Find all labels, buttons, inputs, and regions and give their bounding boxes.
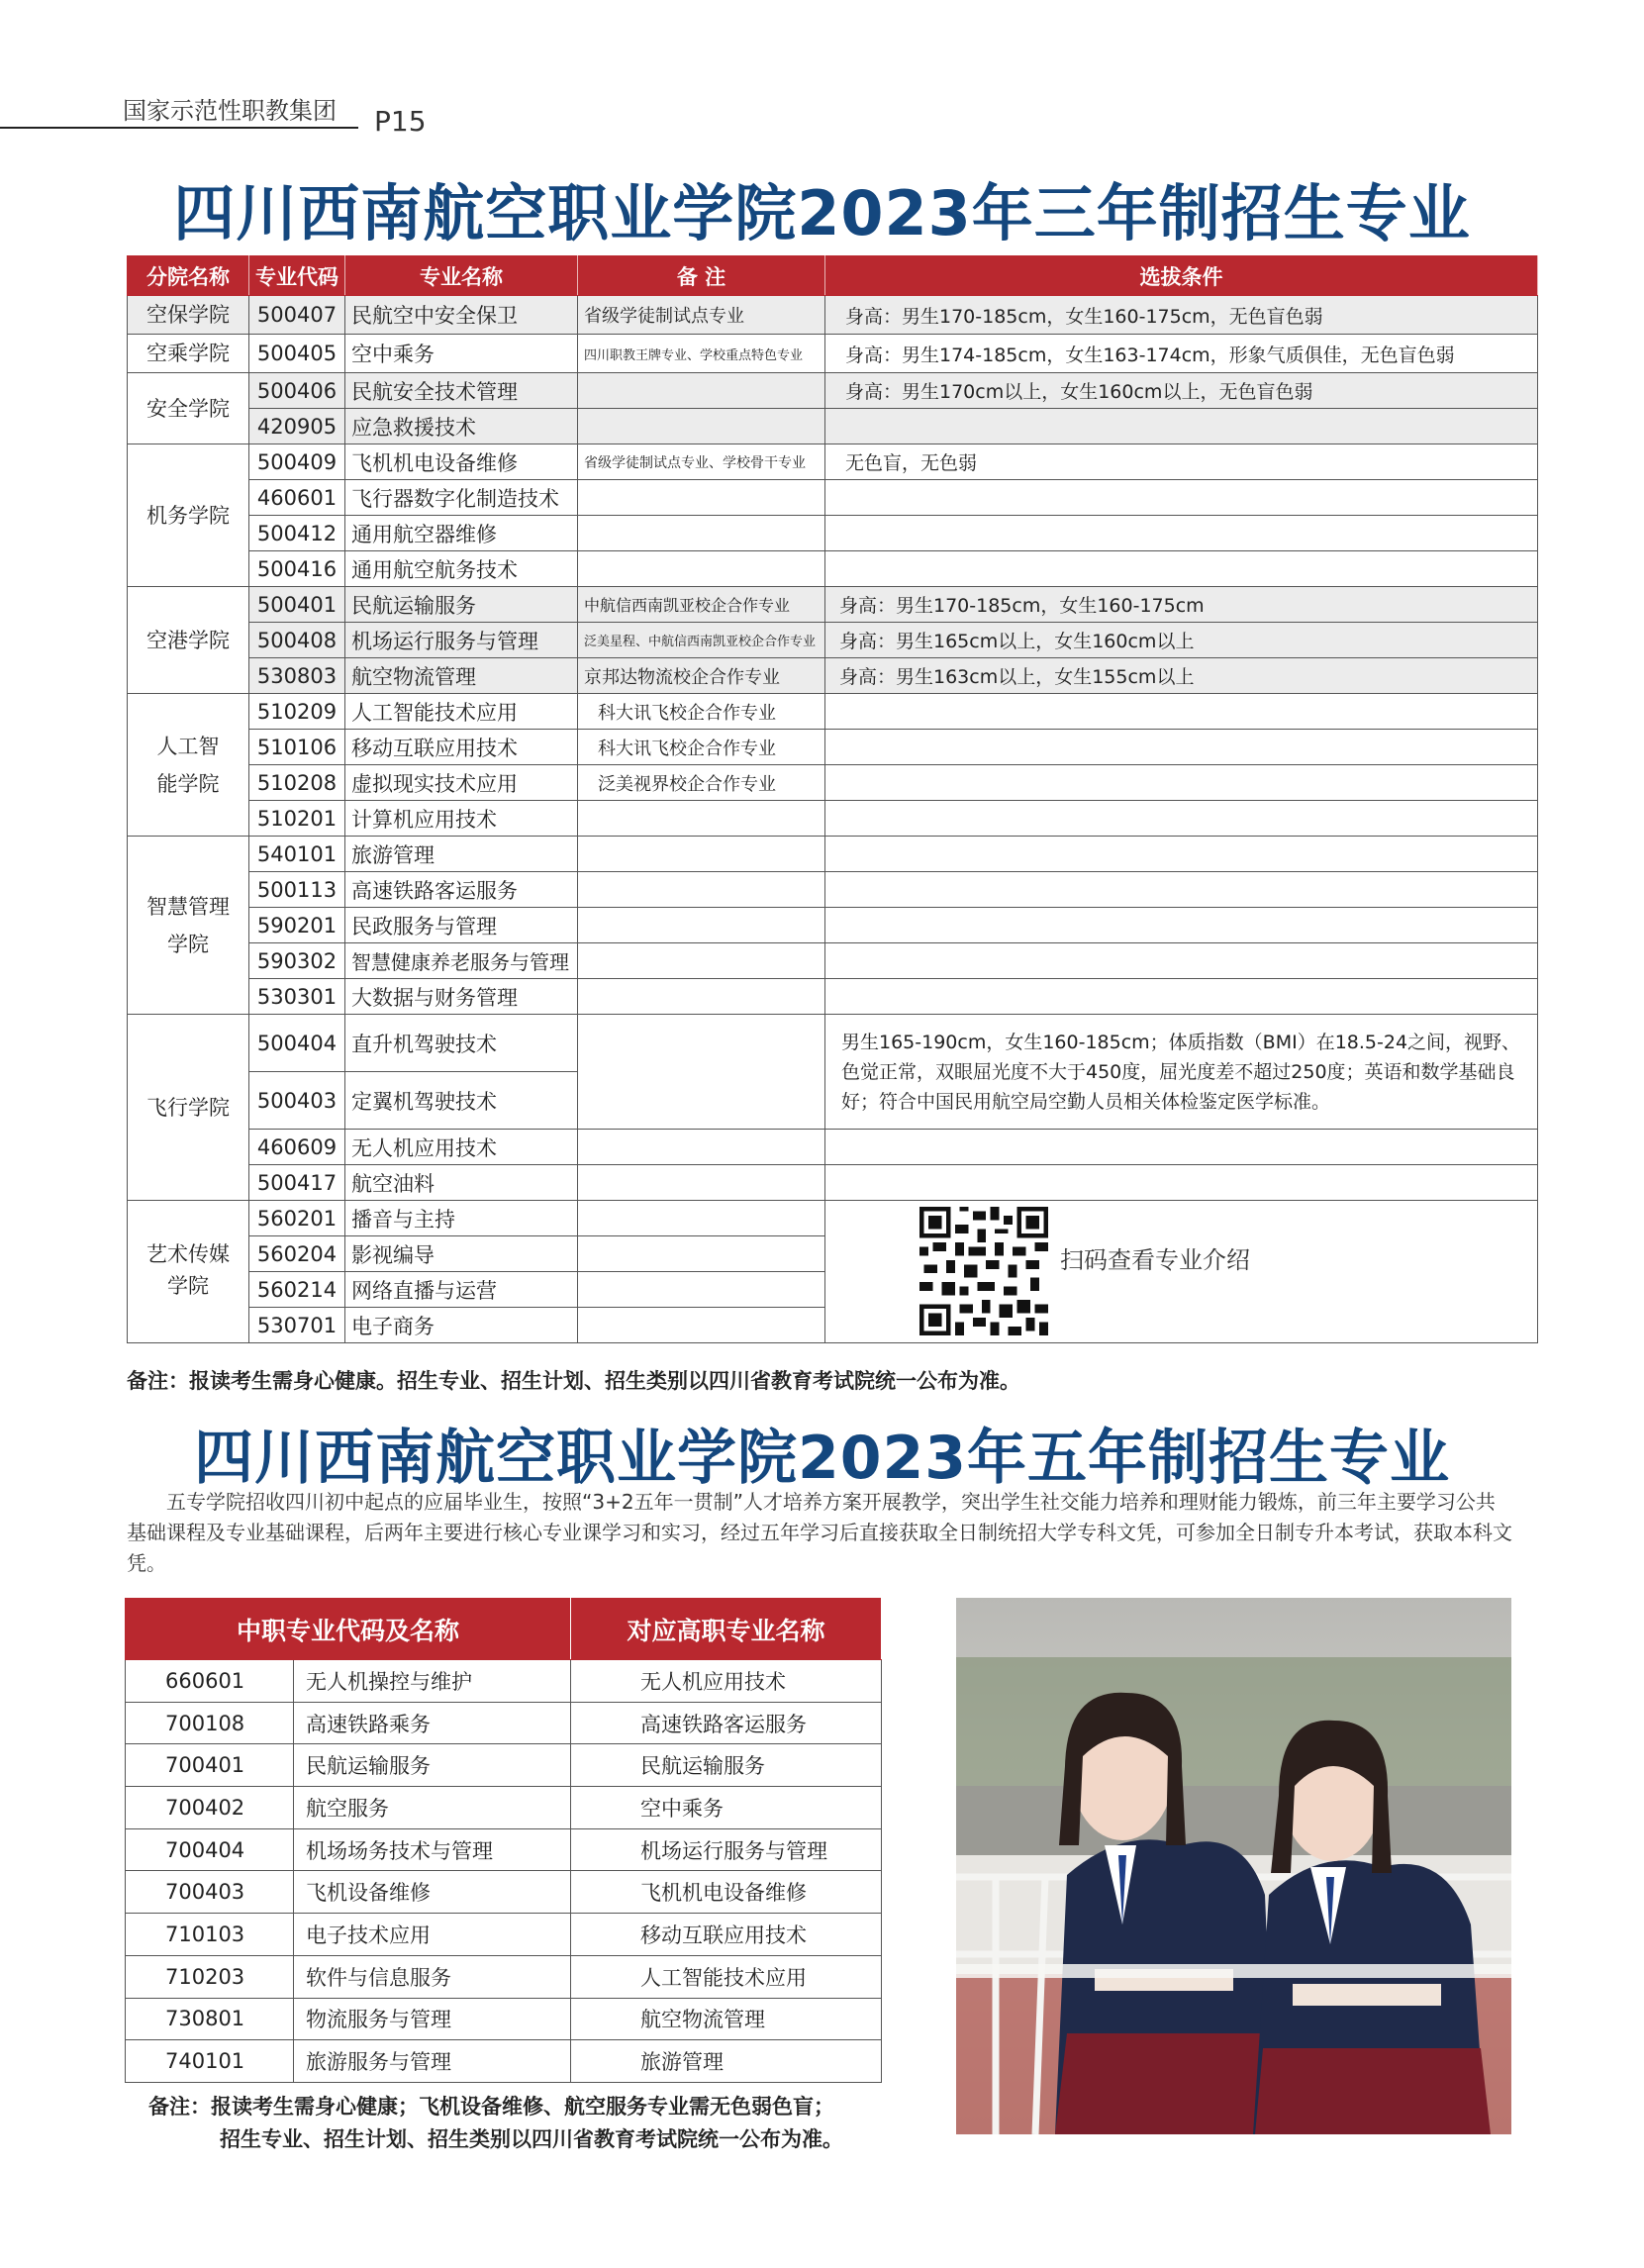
major-cell: 通用航空器维修 [345, 516, 578, 551]
title-five-year: 四川西南航空职业学院2023年五年制招生专业 [194, 1424, 1450, 1493]
condition-cell [825, 801, 1538, 837]
major-cell: 民航运输服务 [345, 587, 578, 623]
code-cell: 500407 [249, 296, 345, 335]
code-cell: 420905 [249, 409, 345, 444]
dept-ai-label: 人工智能学院 [156, 734, 220, 796]
note-cell [578, 1130, 825, 1165]
major-cell: 软件与信息服务 [294, 1955, 571, 1998]
major-cell: 民政服务与管理 [345, 908, 578, 943]
note-cell [578, 908, 825, 943]
code-cell: 700404 [126, 1828, 294, 1871]
table-row [128, 373, 1538, 409]
code-cell: 710203 [126, 1955, 294, 1998]
five-year-intro: 五专学院招收四川初中起点的应届毕业生，按照“3+2五年一贯制”人才培养方案开展教学，突出学生社交能力培养和理财能力锻炼，前三年主要学习公共基础课程及专业基础课程，后两年主要进行核心专业课学习和实习，经过五年学习后直接获取全日制统招大学专科文凭，可参加全日制专升本考试，获取本科文凭。 [127, 1490, 1512, 1575]
dept-cell: 机务学院 [128, 444, 249, 587]
table-row [128, 516, 1538, 551]
table-row [128, 551, 1538, 587]
table-row [128, 943, 1538, 979]
code-cell: 500406 [249, 373, 345, 409]
table-header-row [128, 256, 1538, 296]
target-cell: 飞机机电设备维修 [571, 1871, 882, 1914]
major-cell: 飞机设备维修 [294, 1871, 571, 1914]
target-cell: 机场运行服务与管理 [571, 1828, 882, 1871]
code-cell: 500417 [249, 1165, 345, 1201]
code-cell: 560201 [249, 1201, 345, 1236]
code-cell: 700401 [126, 1744, 294, 1787]
table-row [126, 1914, 882, 1956]
header-rule [0, 127, 358, 129]
major-cell: 通用航空航务技术 [345, 551, 578, 587]
code-cell: 460601 [249, 480, 345, 516]
code-cell: 510201 [249, 801, 345, 837]
code-cell: 500416 [249, 551, 345, 587]
condition-cell [825, 694, 1538, 730]
table-row [126, 1660, 882, 1703]
condition-cell: 身高：男生170-185cm，女生160-175cm [825, 587, 1538, 623]
target-cell: 空中乘务 [571, 1787, 882, 1829]
students-photo [956, 1598, 1511, 2134]
code-cell: 700403 [126, 1871, 294, 1914]
condition-cell: 身高：男生170cm以上，女生160cm以上，无色盲色弱 [825, 373, 1538, 409]
code-cell: 510106 [249, 730, 345, 765]
note-cell [578, 1236, 825, 1272]
major-cell: 飞机机电设备维修 [345, 444, 578, 480]
code-cell: 500403 [249, 1072, 345, 1130]
table-row [126, 1828, 882, 1871]
note-cell: 省级学徒制试点专业 [578, 296, 825, 335]
major-cell: 智慧健康养老服务与管理 [345, 943, 578, 979]
major-cell: 无人机应用技术 [345, 1130, 578, 1165]
condition-cell: 身高：男生165cm以上，女生160cm以上 [825, 623, 1538, 658]
major-cell: 高速铁路客运服务 [345, 872, 578, 908]
note-cell [578, 801, 825, 837]
code-cell: 730801 [126, 1998, 294, 2040]
code-cell: 500409 [249, 444, 345, 480]
table-row [126, 1744, 882, 1787]
code-cell: 540101 [249, 837, 345, 872]
code-cell: 700108 [126, 1702, 294, 1744]
code-cell: 500405 [249, 335, 345, 373]
qr-code-icon[interactable] [919, 1207, 1048, 1335]
note-cell: 科大讯飞校企合作专业 [578, 730, 825, 765]
note-cell [578, 373, 825, 409]
code-cell: 660601 [126, 1660, 294, 1703]
code-cell: 500404 [249, 1015, 345, 1072]
header-note: 备 注 [578, 256, 825, 296]
condition-cell: 身高：男生163cm以上，女生155cm以上 [825, 658, 1538, 694]
condition-cell [825, 516, 1538, 551]
table-row [128, 480, 1538, 516]
org-name: 国家示范性职教集团 [123, 97, 337, 125]
header-higher-major: 对应高职专业名称 [571, 1599, 882, 1660]
three-year-note: 备注：报读考生需身心健康。招生专业、招生计划、招生类别以四川省教育考试院统一公布为准。 [127, 1369, 1020, 1393]
table-row [128, 908, 1538, 943]
target-cell: 高速铁路客运服务 [571, 1702, 882, 1744]
condition-cell [825, 908, 1538, 943]
major-cell: 飞行器数字化制造技术 [345, 480, 578, 516]
code-cell: 560204 [249, 1236, 345, 1272]
note-cell [578, 1201, 825, 1236]
major-cell: 机场运行服务与管理 [345, 623, 578, 658]
major-cell: 虚拟现实技术应用 [345, 765, 578, 801]
target-cell: 无人机应用技术 [571, 1660, 882, 1703]
target-cell: 移动互联应用技术 [571, 1914, 882, 1956]
condition-cell [825, 943, 1538, 979]
header-code: 专业代码 [249, 256, 345, 296]
dept-cell [128, 694, 249, 837]
note-cell: 四川职教王牌专业、学校重点特色专业 [578, 335, 825, 373]
major-cell: 民航空中安全保卫 [345, 296, 578, 335]
code-cell: 530301 [249, 979, 345, 1015]
target-cell: 人工智能技术应用 [571, 1955, 882, 1998]
dept-zhihui-label: 智慧管理学院 [146, 894, 230, 956]
major-cell: 民航安全技术管理 [345, 373, 578, 409]
major-cell: 电子商务 [345, 1308, 578, 1343]
code-cell: 700402 [126, 1787, 294, 1829]
major-cell: 航空服务 [294, 1787, 571, 1829]
dept-cell [128, 1201, 249, 1343]
table-row [126, 2040, 882, 2083]
table-row [128, 623, 1538, 658]
five-year-majors-table [125, 1598, 882, 2083]
condition-cell [825, 765, 1538, 801]
major-cell: 民航运输服务 [294, 1744, 571, 1787]
table-row [128, 801, 1538, 837]
condition-cell [825, 837, 1538, 872]
note-cell [578, 1308, 825, 1343]
table-row [128, 335, 1538, 373]
major-cell: 计算机应用技术 [345, 801, 578, 837]
major-cell: 人工智能技术应用 [345, 694, 578, 730]
five-year-note-line2: 招生专业、招生计划、招生类别以四川省教育考试院统一公布为准。 [220, 2127, 843, 2151]
major-cell: 航空物流管理 [345, 658, 578, 694]
condition-cell-flight: 男生165-190cm，女生160-185cm；体质指数（BMI）在18.5-24之间，视野、色觉正常，双眼屈光度不大于450度，屈光度差不超过250度；英语和数学基础良好；符合中国民用航空局空勤人员相关体检鉴定医学标准。 [825, 1015, 1538, 1130]
table-row [126, 1998, 882, 2040]
major-cell: 无人机操控与维护 [294, 1660, 571, 1703]
dept-cell: 空乘学院 [128, 335, 249, 373]
major-cell: 移动互联应用技术 [345, 730, 578, 765]
code-cell: 530701 [249, 1308, 345, 1343]
header-major: 专业名称 [345, 256, 578, 296]
code-cell: 510209 [249, 694, 345, 730]
target-cell: 航空物流管理 [571, 1998, 882, 2040]
note-cell [578, 1272, 825, 1308]
table-row [126, 1787, 882, 1829]
table-row [128, 1015, 1538, 1072]
header-dept: 分院名称 [128, 256, 249, 296]
major-cell: 影视编导 [345, 1236, 578, 1272]
five-year-note-line1: 备注：报读考生需身心健康；飞机设备维修、航空服务专业需无色弱色盲； [148, 2095, 834, 2119]
code-cell: 500113 [249, 872, 345, 908]
note-cell: 泛美视界校企合作专业 [578, 765, 825, 801]
note-cell [578, 1165, 825, 1201]
code-cell: 500412 [249, 516, 345, 551]
major-cell: 机场场务技术与管理 [294, 1828, 571, 1871]
table-row [128, 979, 1538, 1015]
table-row [128, 694, 1538, 730]
dept-cell [128, 837, 249, 1015]
qr-label-text: 扫码查看专业介绍 [1060, 1246, 1250, 1274]
dept-cell: 飞行学院 [128, 1015, 249, 1201]
header-secondary-major: 中职专业代码及名称 [126, 1599, 571, 1660]
condition-cell: 身高：男生174-185cm，女生163-174cm，形象气质俱佳，无色盲色弱 [825, 335, 1538, 373]
condition-cell [825, 872, 1538, 908]
note-cell: 省级学徒制试点专业、学校骨干专业 [578, 444, 825, 480]
note-cell [578, 979, 825, 1015]
page-number: P15 [374, 105, 427, 138]
title-three-year: 四川西南航空职业学院2023年三年制招生专业 [173, 177, 1471, 249]
qr-label [1060, 1244, 1250, 1277]
table-row [128, 587, 1538, 623]
header-condition: 选拔条件 [825, 256, 1538, 296]
dept-cell: 空港学院 [128, 587, 249, 694]
condition-cell [825, 409, 1538, 444]
table-row [128, 1165, 1538, 1201]
condition-cell [825, 730, 1538, 765]
five-year-note [148, 2091, 843, 2156]
table-row [128, 730, 1538, 765]
dept-yishu-label: 艺术传媒学院 [146, 1242, 230, 1298]
note-cell: 京邦达物流校企合作专业 [578, 658, 825, 694]
major-cell: 电子技术应用 [294, 1914, 571, 1956]
code-cell: 590302 [249, 943, 345, 979]
table-header-row [126, 1599, 882, 1660]
condition-cell [825, 551, 1538, 587]
condition-cell: 无色盲，无色弱 [825, 444, 1538, 480]
note-cell [578, 409, 825, 444]
condition-cell [825, 1130, 1538, 1165]
target-cell: 民航运输服务 [571, 1744, 882, 1787]
code-cell: 740101 [126, 2040, 294, 2083]
qr-cell [825, 1201, 1538, 1343]
table-row [128, 444, 1538, 480]
table-row [126, 1702, 882, 1744]
major-cell: 网络直播与运营 [345, 1272, 578, 1308]
table-row [126, 1955, 882, 1998]
note-cell: 中航信西南凯亚校企合作专业 [578, 587, 825, 623]
code-cell: 500401 [249, 587, 345, 623]
major-cell: 直升机驾驶技术 [345, 1015, 578, 1072]
code-cell: 710103 [126, 1914, 294, 1956]
table-row [128, 872, 1538, 908]
note-cell [578, 480, 825, 516]
major-cell: 旅游管理 [345, 837, 578, 872]
code-cell: 590201 [249, 908, 345, 943]
code-cell: 510208 [249, 765, 345, 801]
table-row [128, 409, 1538, 444]
note-cell: 科大讯飞校企合作专业 [578, 694, 825, 730]
major-cell: 物流服务与管理 [294, 1998, 571, 2040]
dept-cell: 安全学院 [128, 373, 249, 444]
three-year-majors-table [127, 255, 1538, 1343]
condition-cell [825, 979, 1538, 1015]
major-cell: 大数据与财务管理 [345, 979, 578, 1015]
note-cell: 泛美星程、中航信西南凯亚校企合作专业 [578, 623, 825, 658]
note-cell [578, 551, 825, 587]
major-cell: 高速铁路乘务 [294, 1702, 571, 1744]
table-row [128, 1130, 1538, 1165]
code-cell: 530803 [249, 658, 345, 694]
table-row [128, 837, 1538, 872]
table-row [128, 658, 1538, 694]
major-cell: 应急救援技术 [345, 409, 578, 444]
target-cell: 旅游管理 [571, 2040, 882, 2083]
table-row [126, 1871, 882, 1914]
table-row [128, 765, 1538, 801]
table-row [128, 1201, 1538, 1236]
note-cell [578, 516, 825, 551]
major-cell: 播音与主持 [345, 1201, 578, 1236]
note-cell [578, 837, 825, 872]
condition-cell [825, 1165, 1538, 1201]
table-row [128, 296, 1538, 335]
major-cell: 空中乘务 [345, 335, 578, 373]
condition-cell: 身高：男生170-185cm，女生160-175cm，无色盲色弱 [825, 296, 1538, 335]
note-cell [578, 872, 825, 908]
major-cell: 旅游服务与管理 [294, 2040, 571, 2083]
major-cell: 航空油料 [345, 1165, 578, 1201]
dept-cell: 空保学院 [128, 296, 249, 335]
note-cell [578, 1015, 825, 1130]
code-cell: 560214 [249, 1272, 345, 1308]
note-cell [578, 943, 825, 979]
code-cell: 460609 [249, 1130, 345, 1165]
code-cell: 500408 [249, 623, 345, 658]
condition-cell [825, 480, 1538, 516]
major-cell: 定翼机驾驶技术 [345, 1072, 578, 1130]
